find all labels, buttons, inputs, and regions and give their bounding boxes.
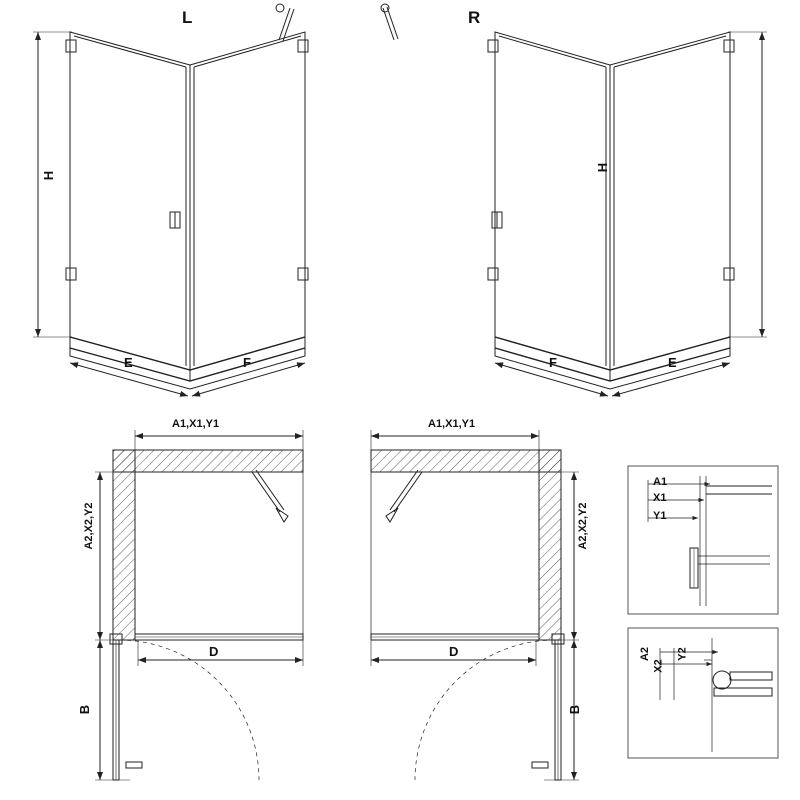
iso-view-left [33, 4, 308, 396]
plan-left-top-dim-label: A1,X1,Y1 [172, 418, 220, 430]
detail-top-label-x1: X1 [653, 492, 667, 504]
iso-right-title: R [468, 8, 481, 27]
iso-right-panel-f-label: F [549, 355, 557, 370]
iso-right-height-label: H [595, 162, 611, 173]
plan-right-top-dim-label: A1,X1,Y1 [428, 418, 476, 430]
plan-left-swing-dim-label: B [77, 704, 93, 715]
plan-left-side-dim-label: A2,X2,Y2 [83, 502, 95, 550]
iso-left-panel-f-label: F [243, 355, 251, 370]
iso-right-panel-e-label: E [668, 355, 677, 370]
plan-right-door-dim-label: D [449, 644, 459, 659]
iso-left-height-label: H [41, 170, 57, 181]
detail-bottom-label-x2: X2 [652, 659, 665, 673]
detail-top-label-y1: Y1 [653, 510, 667, 522]
plan-left-door-dim-label: D [209, 644, 219, 659]
iso-left-panel-e-label: E [124, 355, 133, 370]
plan-right-swing-dim-label: B [567, 704, 583, 715]
plan-view-right [371, 430, 579, 780]
detail-top-label-a1: A1 [653, 476, 668, 488]
plan-right-side-dim-label: A2,X2,Y2 [577, 502, 589, 550]
detail-top [628, 466, 778, 614]
detail-bottom-label-a2: A2 [639, 646, 652, 662]
iso-view-right [381, 4, 767, 396]
detail-bottom-label-y2: Y2 [676, 647, 689, 661]
iso-left-title: L [182, 8, 193, 27]
plan-view-left [95, 430, 303, 780]
